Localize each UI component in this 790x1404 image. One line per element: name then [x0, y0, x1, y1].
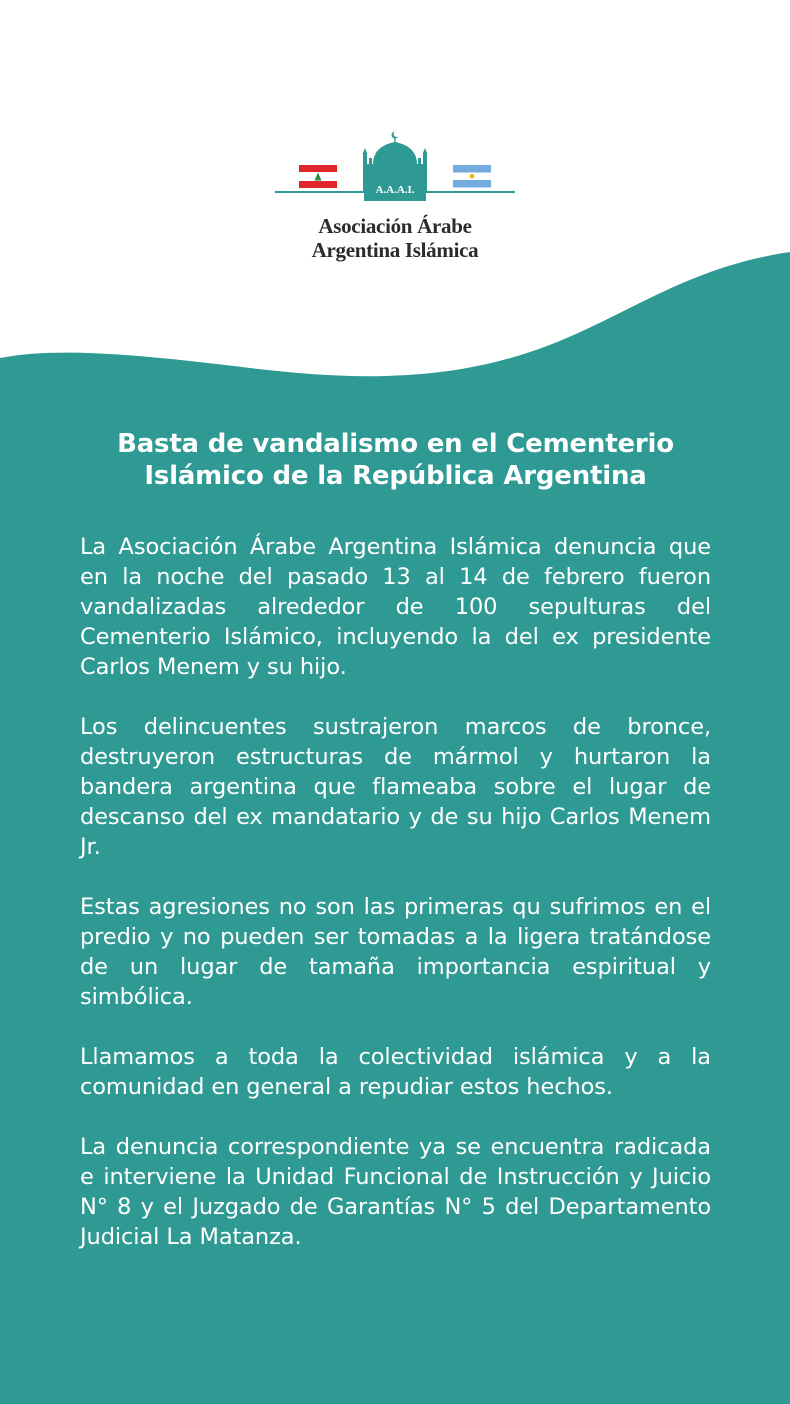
paragraph-llamamos: Llamamos a toda la colectividad islámica y a la comunidad en general a repudiar estos hechos. [80, 1044, 711, 1100]
organization-logo [270, 128, 520, 268]
headline-line2: Islámico de la República Argentina [144, 461, 647, 491]
paragraph-agresiones: Estas agresiones no son las primeras qu sufrimos en el predio y no pueden ser tomadas a la ligera tratándose de un lugar de tamaña importancia espiritual y simbólica. [80, 894, 711, 1010]
paragraph-delincuentes: Los delincuentes sustrajeron marcos de bronce, destruyeron estructuras de mármol y hurtaron la bandera argentina que flameaba sobre el lugar de descanso del ex mandatario y de su hijo Carlos Menem Jr. [80, 714, 711, 860]
paragraph-denuncia: La Asociación Árabe Argentina Islámica denuncia que en la noche del pasado 13 al 14 de febrero fueron vandalizadas alrededor de 100 sepulturas del Cementerio Islámico, incluyendo la del ex presidente Carlos Menem y su hijo. [80, 534, 711, 680]
argentina-flag-icon [453, 165, 491, 188]
lebanon-flag-icon [299, 165, 337, 188]
logo-name-line1: Asociación Árabe [318, 214, 472, 238]
headline-line1: Basta de vandalismo en el Cementerio [117, 429, 674, 459]
logo-emblem-text: A.A.A.I. [375, 184, 415, 196]
statement-headline [80, 428, 711, 492]
statement-body [80, 428, 711, 1282]
paragraph-denuncia-radicada: La denuncia correspondiente ya se encuentra radicada e interviene la Unidad Funcional de Instrucción y Juicio N° 8 y el Juzgado de Garantías N° 5 del Departamento Judicial La Matanza. [80, 1134, 711, 1250]
logo-name-line2: Argentina Islámica [311, 238, 479, 262]
